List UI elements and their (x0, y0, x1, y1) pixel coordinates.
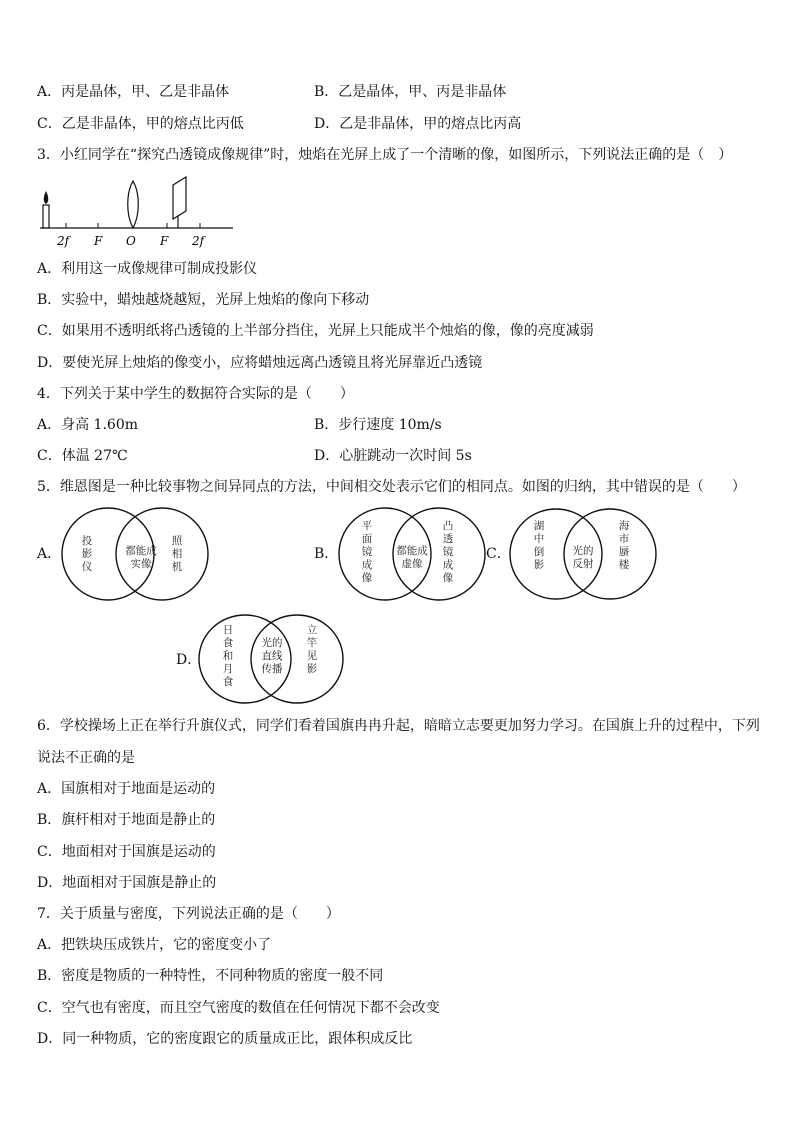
axis-label-2f-left: 2f (57, 234, 70, 248)
lens-diagram (37, 175, 237, 247)
venn-a-right: 照 相 机 (171, 535, 183, 573)
q7-option-d: D．同一种物质，它的密度跟它的质量成正比，跟体积成反比 (37, 1031, 413, 1047)
q7-option-c: C．空气也有密度，而且空气密度的数值在任何情况下都不会改变 (37, 1000, 440, 1016)
q4-option-b: B．步行速度 10m/s (314, 417, 442, 433)
q6-option-d: D．地面相对于国旗是静止的 (37, 875, 217, 891)
venn-a-left: 投 影 仪 (81, 535, 93, 573)
venn-b-label: B． (314, 546, 339, 562)
venn-a-label: A． (37, 546, 62, 562)
venn-b-left: 平 面 镜 成 像 (361, 520, 373, 584)
venn-b-right: 凸 透 镜 成 像 (442, 520, 454, 584)
convex-lens (128, 181, 139, 228)
q7-option-b: B．密度是物质的一种特性，不同种物质的密度一般不同 (37, 968, 384, 984)
q7-stem: 7．关于质量与密度，下列说法正确的是（ ） (37, 906, 340, 922)
q7-option-a: A．把铁块压成铁片，它的密度变小了 (37, 937, 272, 953)
venn-a-mid: 都能成 实像 (125, 545, 157, 570)
venn-c-left: 湖 中 倒 影 (533, 520, 545, 571)
q4-option-c: C．体温 27℃ (37, 448, 128, 464)
axis-label-f-right: F (160, 234, 169, 248)
venn-c-right: 海 市 蜃 楼 (618, 520, 630, 571)
venn-d-left: 日 食 和 月 食 (222, 624, 234, 688)
q2-option-c: C．乙是非晶体，甲的熔点比丙低 (37, 116, 244, 132)
q2-option-a: A．丙是晶体，甲、乙是非晶体 (37, 84, 230, 100)
q4-option-a: A．身高 1.60m (37, 417, 139, 433)
candle (43, 205, 49, 228)
light-screen (173, 177, 186, 219)
q6-option-a: A．国旗相对于地面是运动的 (37, 781, 216, 797)
q6-option-b: B．旗杆相对于地面是静止的 (37, 812, 216, 828)
q2-option-d: D．乙是非晶体，甲的熔点比丙高 (314, 116, 522, 132)
axis-label-f-left: F (94, 234, 103, 248)
q4-option-d: D．心脏跳动一次时间 5s (314, 448, 472, 464)
q3-option-a: A．利用这一成像规律可制成投影仪 (37, 261, 258, 277)
q2-option-b: B．乙是晶体，甲、丙是非晶体 (314, 84, 507, 100)
venn-c-mid: 光的 反射 (572, 545, 594, 570)
q3-option-d: D．要使光屏上烛焰的像变小，应将蜡烛远离凸透镜且将光屏靠近凸透镜 (37, 355, 483, 371)
venn-c-label: C． (486, 546, 511, 562)
q3-option-c: C．如果用不透明纸将凸透镜的上半部分挡住，光屏上只能成半个烛焰的像，像的亮度减弱 (37, 323, 594, 339)
axis-label-2f-right: 2f (192, 234, 205, 248)
q6-option-c: C．地面相对于国旗是运动的 (37, 844, 216, 860)
venn-d-right: 立 竿 见 影 (306, 624, 318, 675)
venn-d-mid: 光的 直线 传播 (261, 637, 283, 675)
q3-option-b: B．实验中，蜡烛越烧越短，光屏上烛焰的像向下移动 (37, 292, 370, 308)
q4-stem: 4．下列关于某中学生的数据符合实际的是（ ） (37, 386, 354, 402)
q5-stem: 5．维恩图是一种比较事物之间异同点的方法，中间相交处表示它们的相同点。如图的归纳，其中错误的是（ ） (37, 479, 746, 495)
q3-stem: 3．小红同学在“探究凸透镜成像规律”时，烛焰在光屏上成了一个清晰的像，如图所示，下列说法正确的是（ ） (37, 147, 733, 163)
venn-d-label: D． (176, 652, 202, 668)
venn-b-mid: 都能成 虚像 (396, 545, 428, 570)
axis-label-o: O (126, 234, 136, 248)
candle-flame (44, 191, 49, 204)
q6-stem-line1: 6．学校操场上正在举行升旗仪式，同学们看着国旗冉冉升起，暗暗立志要更加努力学习。在国旗上升的过程中，下列 (37, 718, 760, 734)
q6-stem-line2: 说法不正确的是 (37, 750, 135, 766)
